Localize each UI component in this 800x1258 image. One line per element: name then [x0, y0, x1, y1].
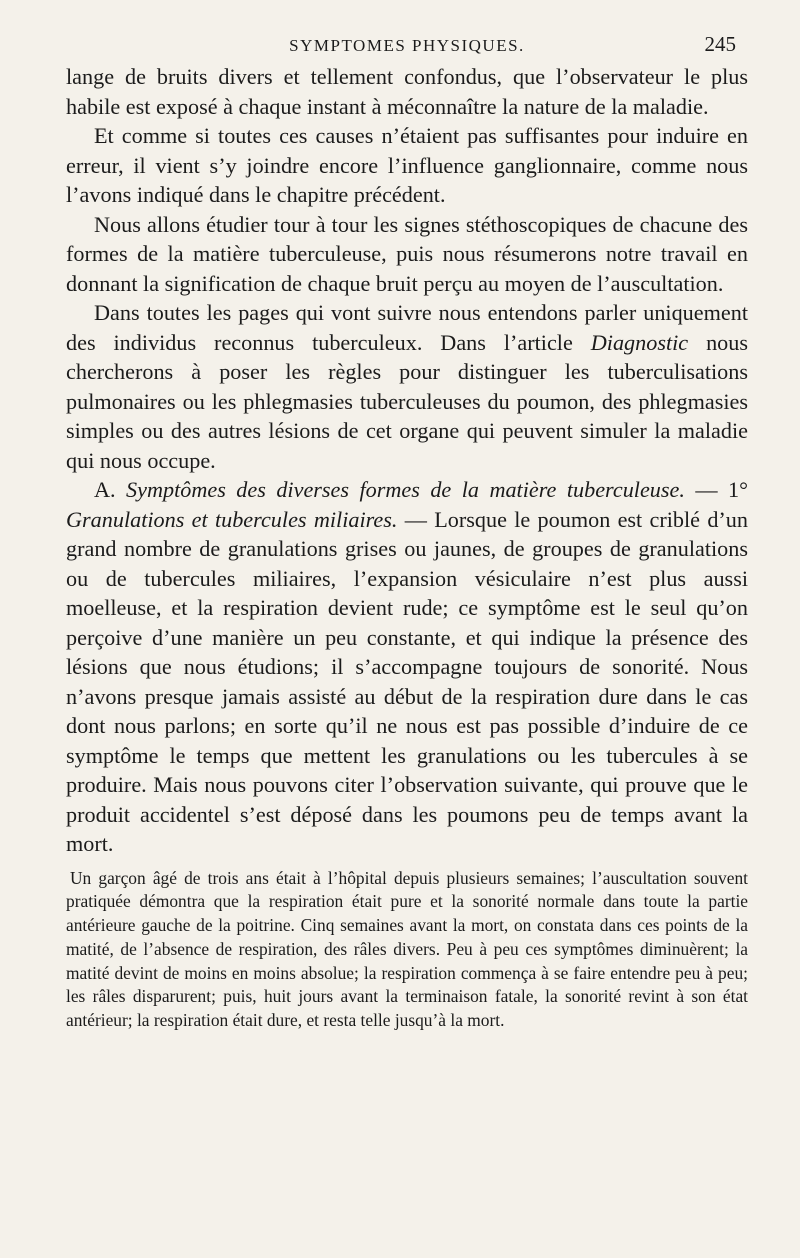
subsection-heading: Granulations et tubercules miliaires.: [66, 506, 398, 532]
section-heading: Symptômes des diverses formes de la matière tuberculeuse.: [126, 477, 685, 502]
running-title: SYMPTOMES PHYSIQUES.: [289, 36, 525, 55]
paragraph-4-text-b: nous chercherons à poser les règles pour distinguer les tuberculisations pulmonaires ou les phlegmasies tuberculeuses du poumon, des phlegmasies simples ou des autres lésions de cet organe qui peuvent simuler la maladie qui nous occupe.: [66, 329, 748, 473]
paragraph-1: lange de bruits divers et tellement confondus, que l’observateur le plus habile est exposé à chaque instant à méconnaître la nature de la maladie.: [66, 64, 748, 119]
paragraph-4-text-a: Dans toutes les pages qui vont suivre nous entendons parler uniquement des individus reconnus tuberculeux. Dans l’article: [66, 300, 748, 355]
section-letter: A.: [94, 477, 127, 502]
paragraph-5-body: — Lorsque le poumon est criblé d’un grand nombre de granulations grises ou jaunes, de groupes de granulations ou de tubercules miliaires, l’expansion vésiculaire n’est plus aussi moelleuse, et la respiration devient rude; ce symptôme est le seul qu’on perçoive d’une manière un peu constante, et qui indique la présence des lésions que nous étudions; il s’accompagne toujours de sonorité. Nous n’avons presque jamais assisté au début de la respiration dure dans le cas dont nous parlons; en sorte qu’il ne nous est pas possible d’induire de ce symptôme le temps que mettent les granulations ou les tubercules à se produire. Mais nous pouvons citer l’observation suivante, qui prouve que le produit accidentel s’est déposé dans les poumons peu de temps avant la mort.: [66, 506, 748, 856]
body-text: [66, 62, 748, 859]
paragraph-2: Et comme si toutes ces causes n’étaient pas suffisantes pour induire en erreur, il vient s’y joindre encore l’influence ganglionnaire, comme nous l’avons indiqué dans le chapitre précédent.: [66, 123, 748, 207]
page-number: 245: [704, 32, 736, 56]
running-head: [66, 30, 748, 62]
diagnostic-term: Diagnostic: [590, 329, 689, 355]
observation-note: [66, 867, 748, 1034]
observation-text: Un garçon âgé de trois ans était à l’hôpital depuis plusieurs semaines; l’auscultation souvent pratiquée démontra que la respiration était pure et la sonorité normale dans toute la partie antérieure gauche de la poitrine. Cinq semaines avant la mort, on constata dans ces points de la matité, de l’absence de respiration, des râles divers. Peu à peu ces symptômes diminuèrent; la matité devint de moins en moins absolue; la respiration commença à se faire entendre peu à peu; les râles disparurent; puis, huit jours avant la terminaison fatale, la sonorité revint à son état antérieur; la respiration était dure, et resta telle jusqu’à la mort.: [66, 867, 748, 1031]
paragraph-4: [66, 298, 748, 475]
paragraph-3: Nous allons étudier tour à tour les signes stéthoscopiques de chacune des formes de la matière tuberculeuse, puis nous résumerons notre travail en donnant la signification de chaque bruit perçu au moyen de l’auscultation.: [66, 211, 748, 296]
section-dash: — 1°: [684, 477, 748, 502]
paragraph-5: [66, 475, 748, 859]
